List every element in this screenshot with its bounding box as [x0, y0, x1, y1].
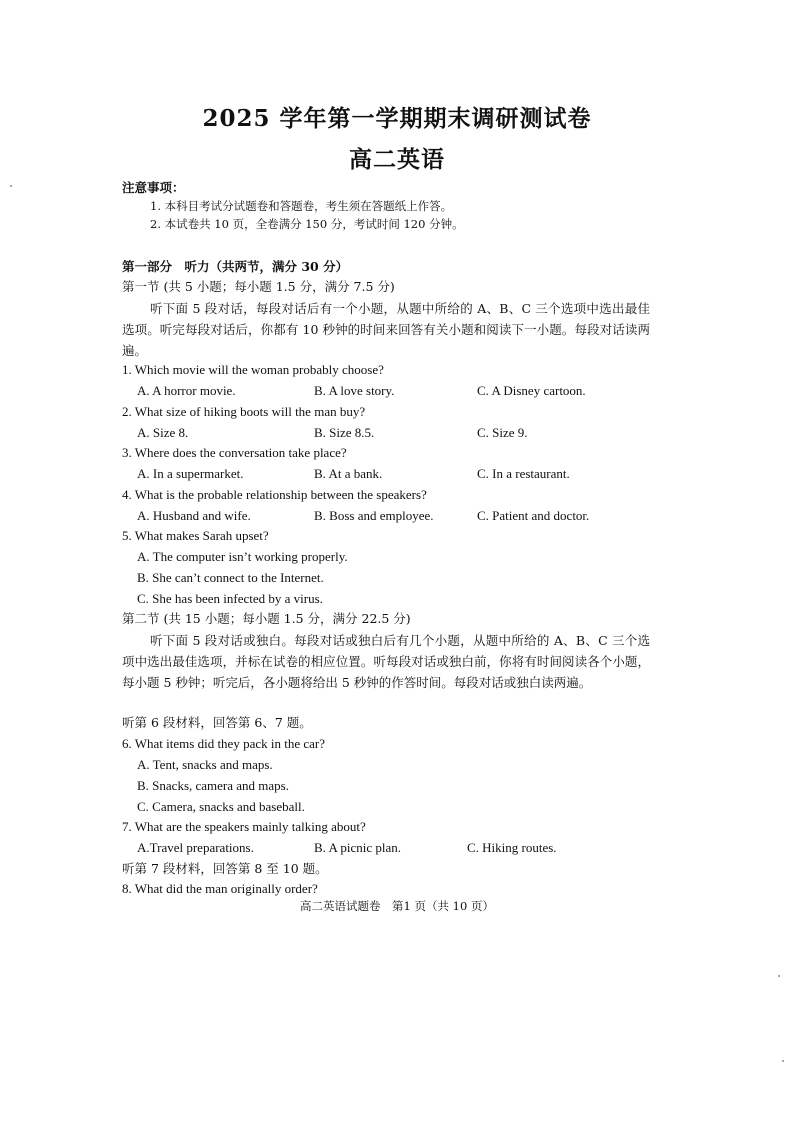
section2-heading: 第二节 (共 15 小题；每小题 1.5 分，满分 22.5 分) [122, 611, 411, 626]
question-4-option-b: B. Boss and employee. [314, 508, 434, 523]
question-6-option-a: A. Tent, snacks and maps. [137, 757, 273, 772]
question-3-option-c: C. In a restaurant. [477, 466, 570, 481]
question-7-option-a: A.Travel preparations. [137, 840, 254, 855]
question-5-option-a: A. The computer isn’t working properly. [137, 549, 348, 564]
question-3-stem: 3. Where does the conversation take place? [122, 445, 347, 460]
question-7-stem: 7. What are the speakers mainly talking about? [122, 819, 366, 834]
question-2-option-b: B. Size 8.5. [314, 425, 375, 440]
question-5-stem: 5. What makes Sarah upset? [122, 528, 269, 543]
part1-heading: 第一部分 听力（共两节，满分 30 分） [122, 259, 349, 274]
section1-instructions: 听下面 5 段对话，每段对话后有一个小题，从题中所给的 A、B、C 三个选项中选出最佳选项。听完每段对话后，你都有 10 秒钟的时间来回答有关小题和阅读下一小题。每段对话读两遍。 [122, 301, 650, 358]
question-4-stem: 4. What is the probable relationship between the speakers? [122, 487, 427, 502]
question-1-option-b: B. A love story. [314, 383, 395, 398]
material-7-note: 听第 7 段材料，回答第 8 至 10 题。 [122, 861, 328, 876]
question-8-stem: 8. What did the man originally order? [122, 881, 318, 896]
question-7-option-b: B. A picnic plan. [314, 840, 402, 855]
question-6-option-c: C. Camera, snacks and baseball. [137, 799, 305, 814]
scan-speck [782, 1060, 784, 1062]
question-6-stem: 6. What items did they pack in the car? [122, 736, 325, 751]
question-2-stem: 2. What size of hiking boots will the man buy? [122, 404, 366, 419]
question-7-option-c: C. Hiking routes. [467, 840, 557, 855]
page-footer: 高二英语试题卷 第1 页（共 10 页） [300, 899, 494, 913]
question-3-option-a: A. In a supermarket. [137, 466, 244, 481]
question-2-option-a: A. Size 8. [137, 425, 189, 440]
question-6-option-b: B. Snacks, camera and maps. [137, 778, 289, 793]
notice-item-2: 2. 本试卷共 10 页，全卷满分 150 分，考试时间 120 分钟。 [150, 217, 464, 231]
question-5-option-c: C. She has been infected by a virus. [137, 591, 323, 606]
scan-speck [10, 185, 12, 187]
notice-item-1: 1. 本科目考试分试题卷和答题卷，考生须在答题纸上作答。 [150, 199, 453, 213]
question-3-option-b: B. At a bank. [314, 466, 383, 481]
question-1-stem: 1. Which movie will the woman probably choose? [122, 362, 384, 377]
question-4-option-c: C. Patient and doctor. [477, 508, 590, 523]
exam-subject: 高二英语 [349, 146, 445, 173]
question-5-option-b: B. She can’t connect to the Internet. [137, 570, 324, 585]
material-6-note: 听第 6 段材料，回答第 6、7 题。 [122, 715, 312, 730]
section2-instructions: 听下面 5 段对话或独白。每段对话或独白后有几个小题，从题中所给的 A、B、C 三个选项中选出最佳选项，并标在试卷的相应位置。听每段对话或独白前，你将有时间阅读各个小题，每小题 5 秒钟；听完后，各小题将给出 5 秒钟的作答时间。每段对话或独白读两遍。 [122, 633, 650, 690]
notice-heading: 注意事项： [122, 180, 185, 195]
question-1-option-a: A. A horror movie. [137, 383, 236, 398]
section1-heading: 第一节 (共 5 小题；每小题 1.5 分，满分 7.5 分) [122, 279, 395, 294]
question-1-option-c: C. A Disney cartoon. [477, 383, 586, 398]
question-4-option-a: A. Husband and wife. [137, 508, 251, 523]
exam-title: 2025 学年第一学期期末调研测试卷 [202, 105, 592, 132]
question-2-option-c: C. Size 9. [477, 425, 528, 440]
scan-speck [778, 975, 780, 977]
